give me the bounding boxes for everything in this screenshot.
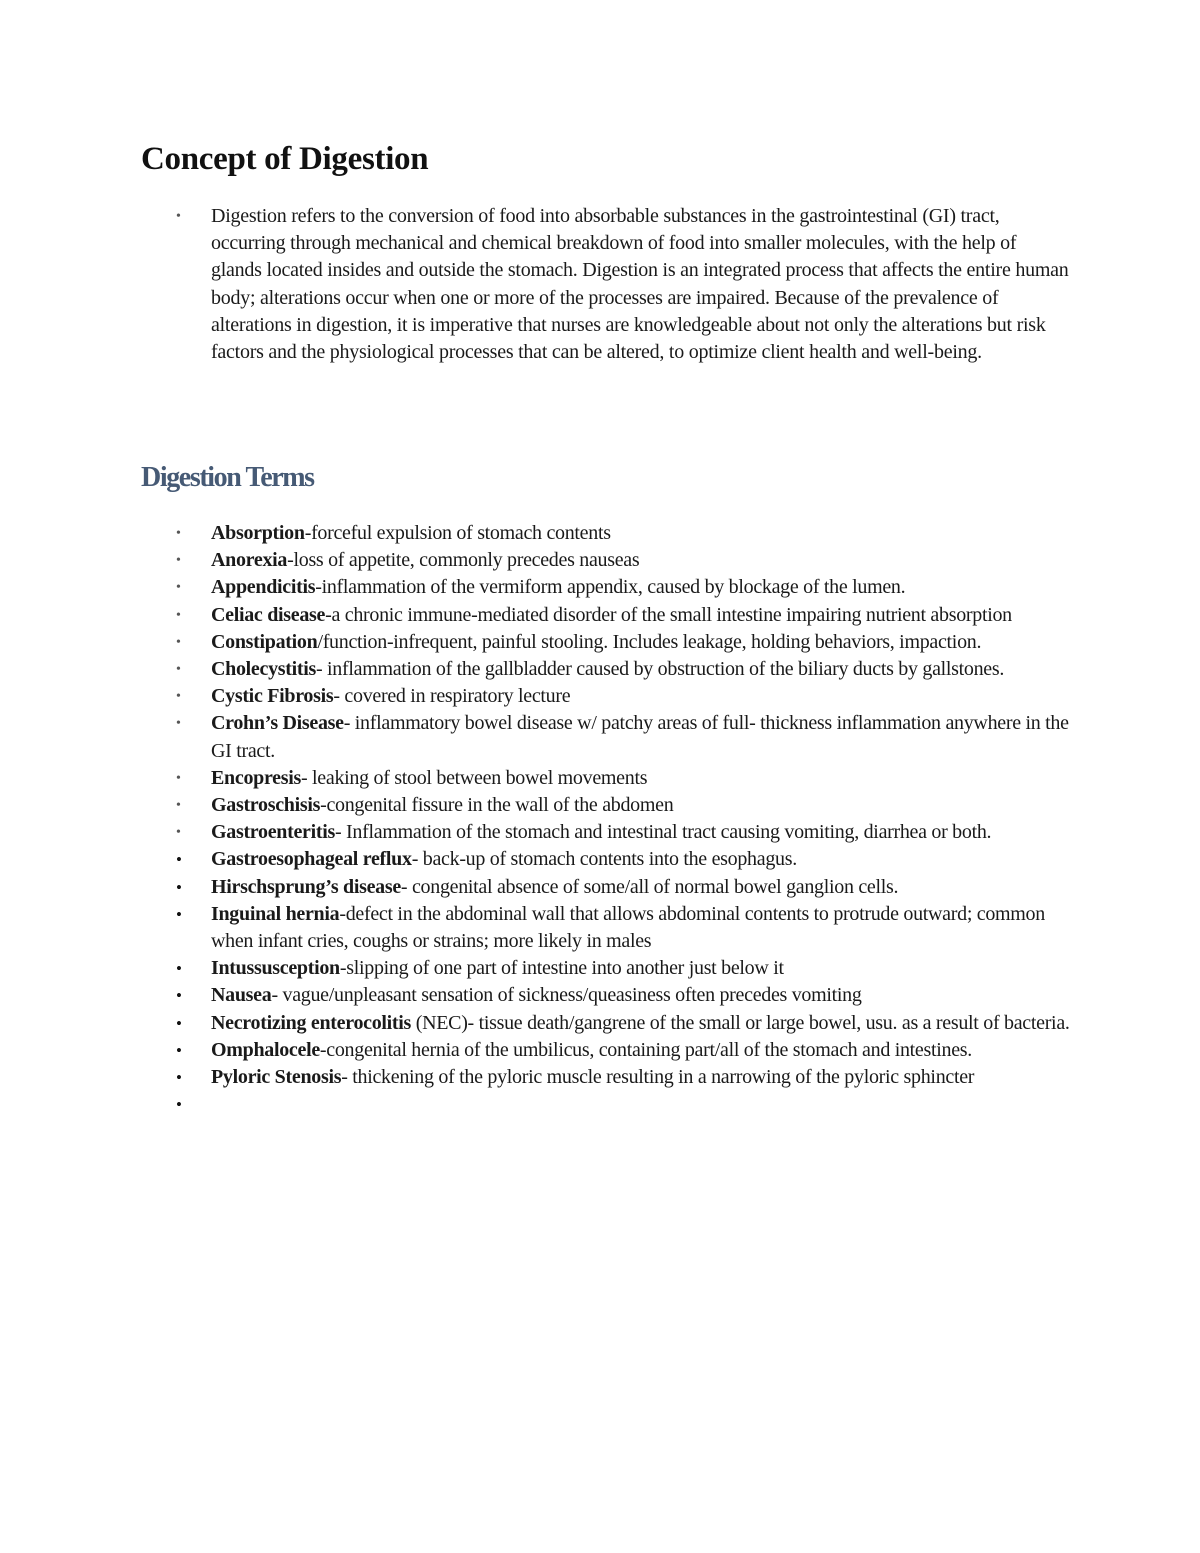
term-name: Intussusception [211,957,340,980]
bullet-icon: • [176,904,182,924]
intro-item [176,203,1071,366]
term-item [176,765,1071,792]
term-name: Appendicitis [211,576,316,599]
term-definition: - back-up of stomach contents into the esophagus. [411,848,797,871]
bullet-icon: • [176,959,182,979]
term-definition: -slipping of one part of intestine into another just below it [339,957,784,980]
term-item [176,819,1071,846]
bullet-icon: • [176,607,181,623]
term-definition: (NEC)- tissue death/gangrene of the small or large bowel, usu. as a result of bacteria. [411,1011,1070,1034]
bullet-icon: • [176,877,182,897]
bullet-icon: • [176,580,181,596]
term-name: Anorexia [211,549,288,572]
term-item [176,955,1071,982]
term-definition: - leaking of stool between bowel movements [300,766,648,789]
term-name: Nausea [211,984,272,1007]
term-item [176,629,1071,656]
term-definition: -congenital hernia of the umbilicus, containing part/all of the stomach and intestines. [319,1038,972,1061]
page-title: Concept of Digestion [141,141,429,177]
term-definition: - inflammation of the gallbladder caused by obstruction of the biliary ducts by gallstones. [315,658,1005,681]
bullet-icon: • [176,825,181,841]
bullet-icon: • [176,526,181,541]
bullet-icon: • [176,662,181,678]
term-definition: - vague/unpleasant sensation of sickness/queasiness often precedes vomiting [271,984,862,1007]
term-definition: -forceful expulsion of stomach contents [304,522,611,544]
term-item [176,901,1071,955]
term-item [176,1037,1071,1064]
bullet-icon: • [176,1040,182,1060]
term-item [176,520,1071,547]
term-name: Pyloric Stenosis [211,1066,342,1089]
term-definition: -a chronic immune-mediated disorder of the small intestine impairing nutrient absorption [325,603,1012,626]
bullet-icon: • [176,1095,182,1115]
term-definition: -defect in the abdominal wall that allows abdominal contents to protrude outward; common when infant cries, coughs or strains; more likely in males [211,902,1045,953]
term-definition: /function-infrequent, painful stooling. Includes leakage, holding behaviors, impaction. [317,630,982,653]
term-name: Hirschsprung’s disease [211,875,401,898]
term-name: Cholecystitis [211,658,316,681]
bullet-icon: • [176,798,181,814]
intro-text: Digestion refers to the conversion of food into absorbable substances in the gastrointestinal (GI) tract, occurring through mechanical and chemical breakdown of food into smaller molecules, with the help of glands located insides and outside the stomach. Digestion is an integrated process that affects the entire human body; alterations occur when one or more of the processes are impaired. Because of the prevalence of alterations in digestion, it is imperative that nurses are knowledgeable about not only the alterations but risk factors and the physiological processes that can be altered, to optimize client health and well-being. [211,205,1069,364]
term-name: Inguinal hernia [211,902,340,925]
term-name: Absorption [211,522,305,544]
bullet-icon: • [176,553,181,569]
term-item [176,846,1071,873]
bullet-icon: • [176,716,181,732]
term-item [176,1064,1071,1091]
term-name: Crohn’s Disease [211,712,344,735]
bullet-icon: • [176,1013,182,1033]
term-definition: - congenital absence of some/all of normal bowel ganglion cells. [400,875,899,898]
term-definition: -loss of appetite, commonly precedes nauseas [287,549,640,572]
term-definition: -inflammation of the vermiform appendix, caused by blockage of the lumen. [315,576,906,599]
terms-list [176,520,1071,1118]
term-item [176,656,1071,683]
bullet-icon: • [176,634,181,650]
term-item [176,1010,1071,1037]
term-item [176,792,1071,819]
term-definition: -congenital fissure in the wall of the abdomen [320,794,674,817]
bullet-icon: • [176,209,181,224]
term-item [176,1091,1071,1118]
term-item [176,574,1071,601]
section-title: Digestion Terms [141,462,314,493]
term-item [176,683,1071,710]
term-item [176,982,1071,1009]
term-definition: - inflammatory bowel disease w/ patchy areas of full- thickness inflammation anywhere in the GI tract. [211,712,1069,762]
term-item [176,602,1071,629]
term-name: Encopresis [211,766,301,789]
term-item [176,874,1071,901]
intro-list [176,203,1071,366]
term-name: Gastroesophageal reflux [211,848,412,871]
term-definition: - thickening of the pyloric muscle resulting in a narrowing of the pyloric sphincter [341,1066,975,1089]
bullet-icon: • [176,1068,182,1088]
term-name: Gastroschisis [211,794,321,817]
term-name: Celiac disease [211,603,326,626]
term-item [176,547,1071,574]
term-name: Constipation [211,630,318,653]
bullet-icon: • [176,689,181,705]
term-name: Gastroenteritis [211,821,335,844]
bullet-icon: • [176,986,182,1006]
term-name: Necrotizing enterocolitis [211,1011,412,1034]
bullet-icon: • [176,850,182,870]
term-definition: - Inflammation of the stomach and intestinal tract causing vomiting, diarrhea or both. [335,821,992,844]
term-name: Omphalocele [211,1038,320,1061]
bullet-icon: • [176,770,181,786]
term-definition: - covered in respiratory lecture [333,685,571,708]
term-name: Cystic Fibrosis [211,685,334,708]
term-item [176,710,1071,764]
